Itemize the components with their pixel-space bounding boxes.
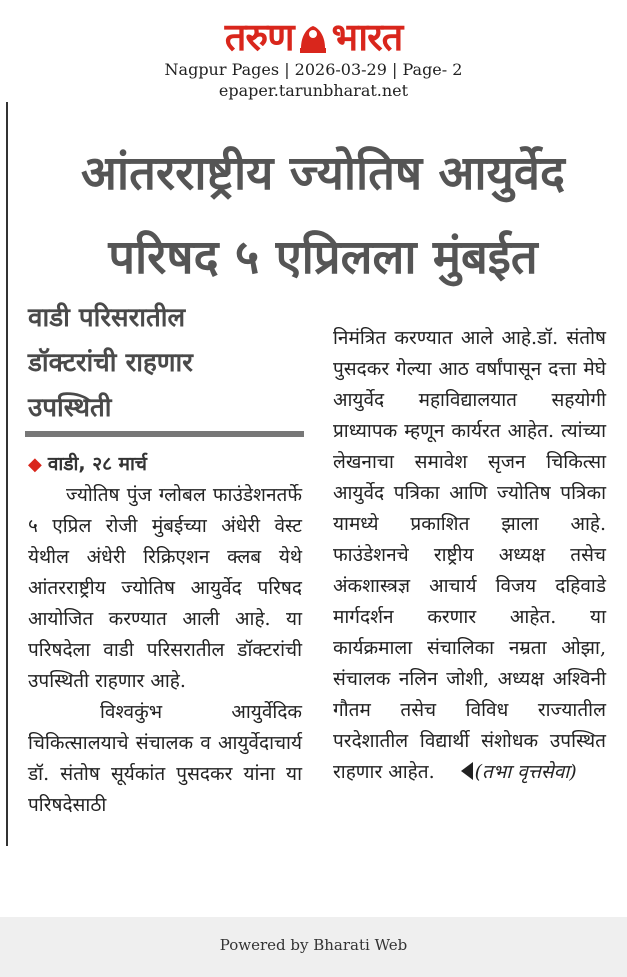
news-credit: (तभा वृत्तसेवा) [474, 761, 577, 783]
logo-text-right: भारत [331, 15, 403, 59]
edition-meta: Nagpur Pages | 2026-03-29 | Page- 2 [164, 60, 463, 79]
paragraph-3 [333, 323, 606, 788]
powered-by-text[interactable]: Powered by Bharati Web [219, 936, 408, 954]
site-url[interactable]: epaper.tarunbharat.net [218, 81, 409, 100]
footer [0, 917, 627, 977]
masthead [0, 14, 627, 60]
paragraph-2: विश्वकुंभ आयुर्वेदिक चिकित्सालयाचे संचालक व आयुर्वेदाचार्य डॉ. संतोष सूर्यकांत पुसदकर यांना या परिषदेसाठी [28, 701, 302, 816]
subhead-line-2: डॉक्टरांची राहणार [28, 348, 193, 378]
paragraph-3-text: निमंत्रित करण्यात आले आहे.डॉ. संतोष पुसदकर गेल्या आठ वर्षांपासून दत्ता मेघे आयुर्वेद महाविद्यालयात सहयोगी प्राध्यापक म्हणून कार्यरत आहेत. त्यांच्या लेखनाचा समावेश सृजन चिकित्सा आयुर्वेद पत्रिका आणि ज्योतिष पत्रिका यामध्ये प्रकाशित झाला आहे. फाउंडेशनचे राष्ट्रीय अध्यक्ष तसेच अंकशास्त्रज्ञ आचार्य विजय दहिवाडे मार्गदर्शन करणार आहेत. या कार्यक्रमाला संचालिका नम्रता ओझा, संचालक नलिन जोशी, अध्यक्ष अश्विनी गौतम तसेच विविध राज्यातील परदेशातील विद्यार्थी संशोधक उपस्थित राहणार आहेत. [333, 327, 606, 783]
article-subheadline [28, 296, 308, 431]
article-column-right [333, 323, 606, 788]
dateline [28, 449, 302, 480]
headline-line-2: परिषद ५ एप्रिलला मुंबईत [108, 230, 538, 285]
section-divider [25, 431, 304, 437]
left-triangle-icon [461, 762, 473, 780]
newspaper-logo[interactable] [225, 14, 403, 60]
red-diamond-icon: ◆ [28, 454, 42, 475]
article-headline [28, 132, 618, 300]
emblem-icon [298, 18, 328, 56]
logo-text-left: तरुण [224, 15, 294, 59]
article-column-left [28, 449, 302, 821]
dateline-text: वाडी, २८ मार्च [47, 453, 147, 475]
paragraph-1: ज्योतिष पुंज ग्लोबल फाउंडेशनतर्फे ५ एप्रिल रोजी मुंबईच्या अंधेरी वेस्ट येथील अंधेरी रिक्रिएशन क्लब येथे आंतरराष्ट्रीय ज्योतिष आयुर्वेद परिषद आयोजित करण्यात आली आहे. या परिषदेला वाडी परिसरातील डॉक्टरांची उपस्थिती राहणार आहे. [28, 484, 302, 692]
subhead-line-1: वाडी परिसरातील [28, 303, 186, 333]
headline-line-1: आंतरराष्ट्रीय ज्योतिष आयुर्वेद [81, 146, 565, 201]
subhead-line-3: उपस्थिती [28, 393, 112, 423]
adjacent-column-edge [0, 102, 8, 846]
